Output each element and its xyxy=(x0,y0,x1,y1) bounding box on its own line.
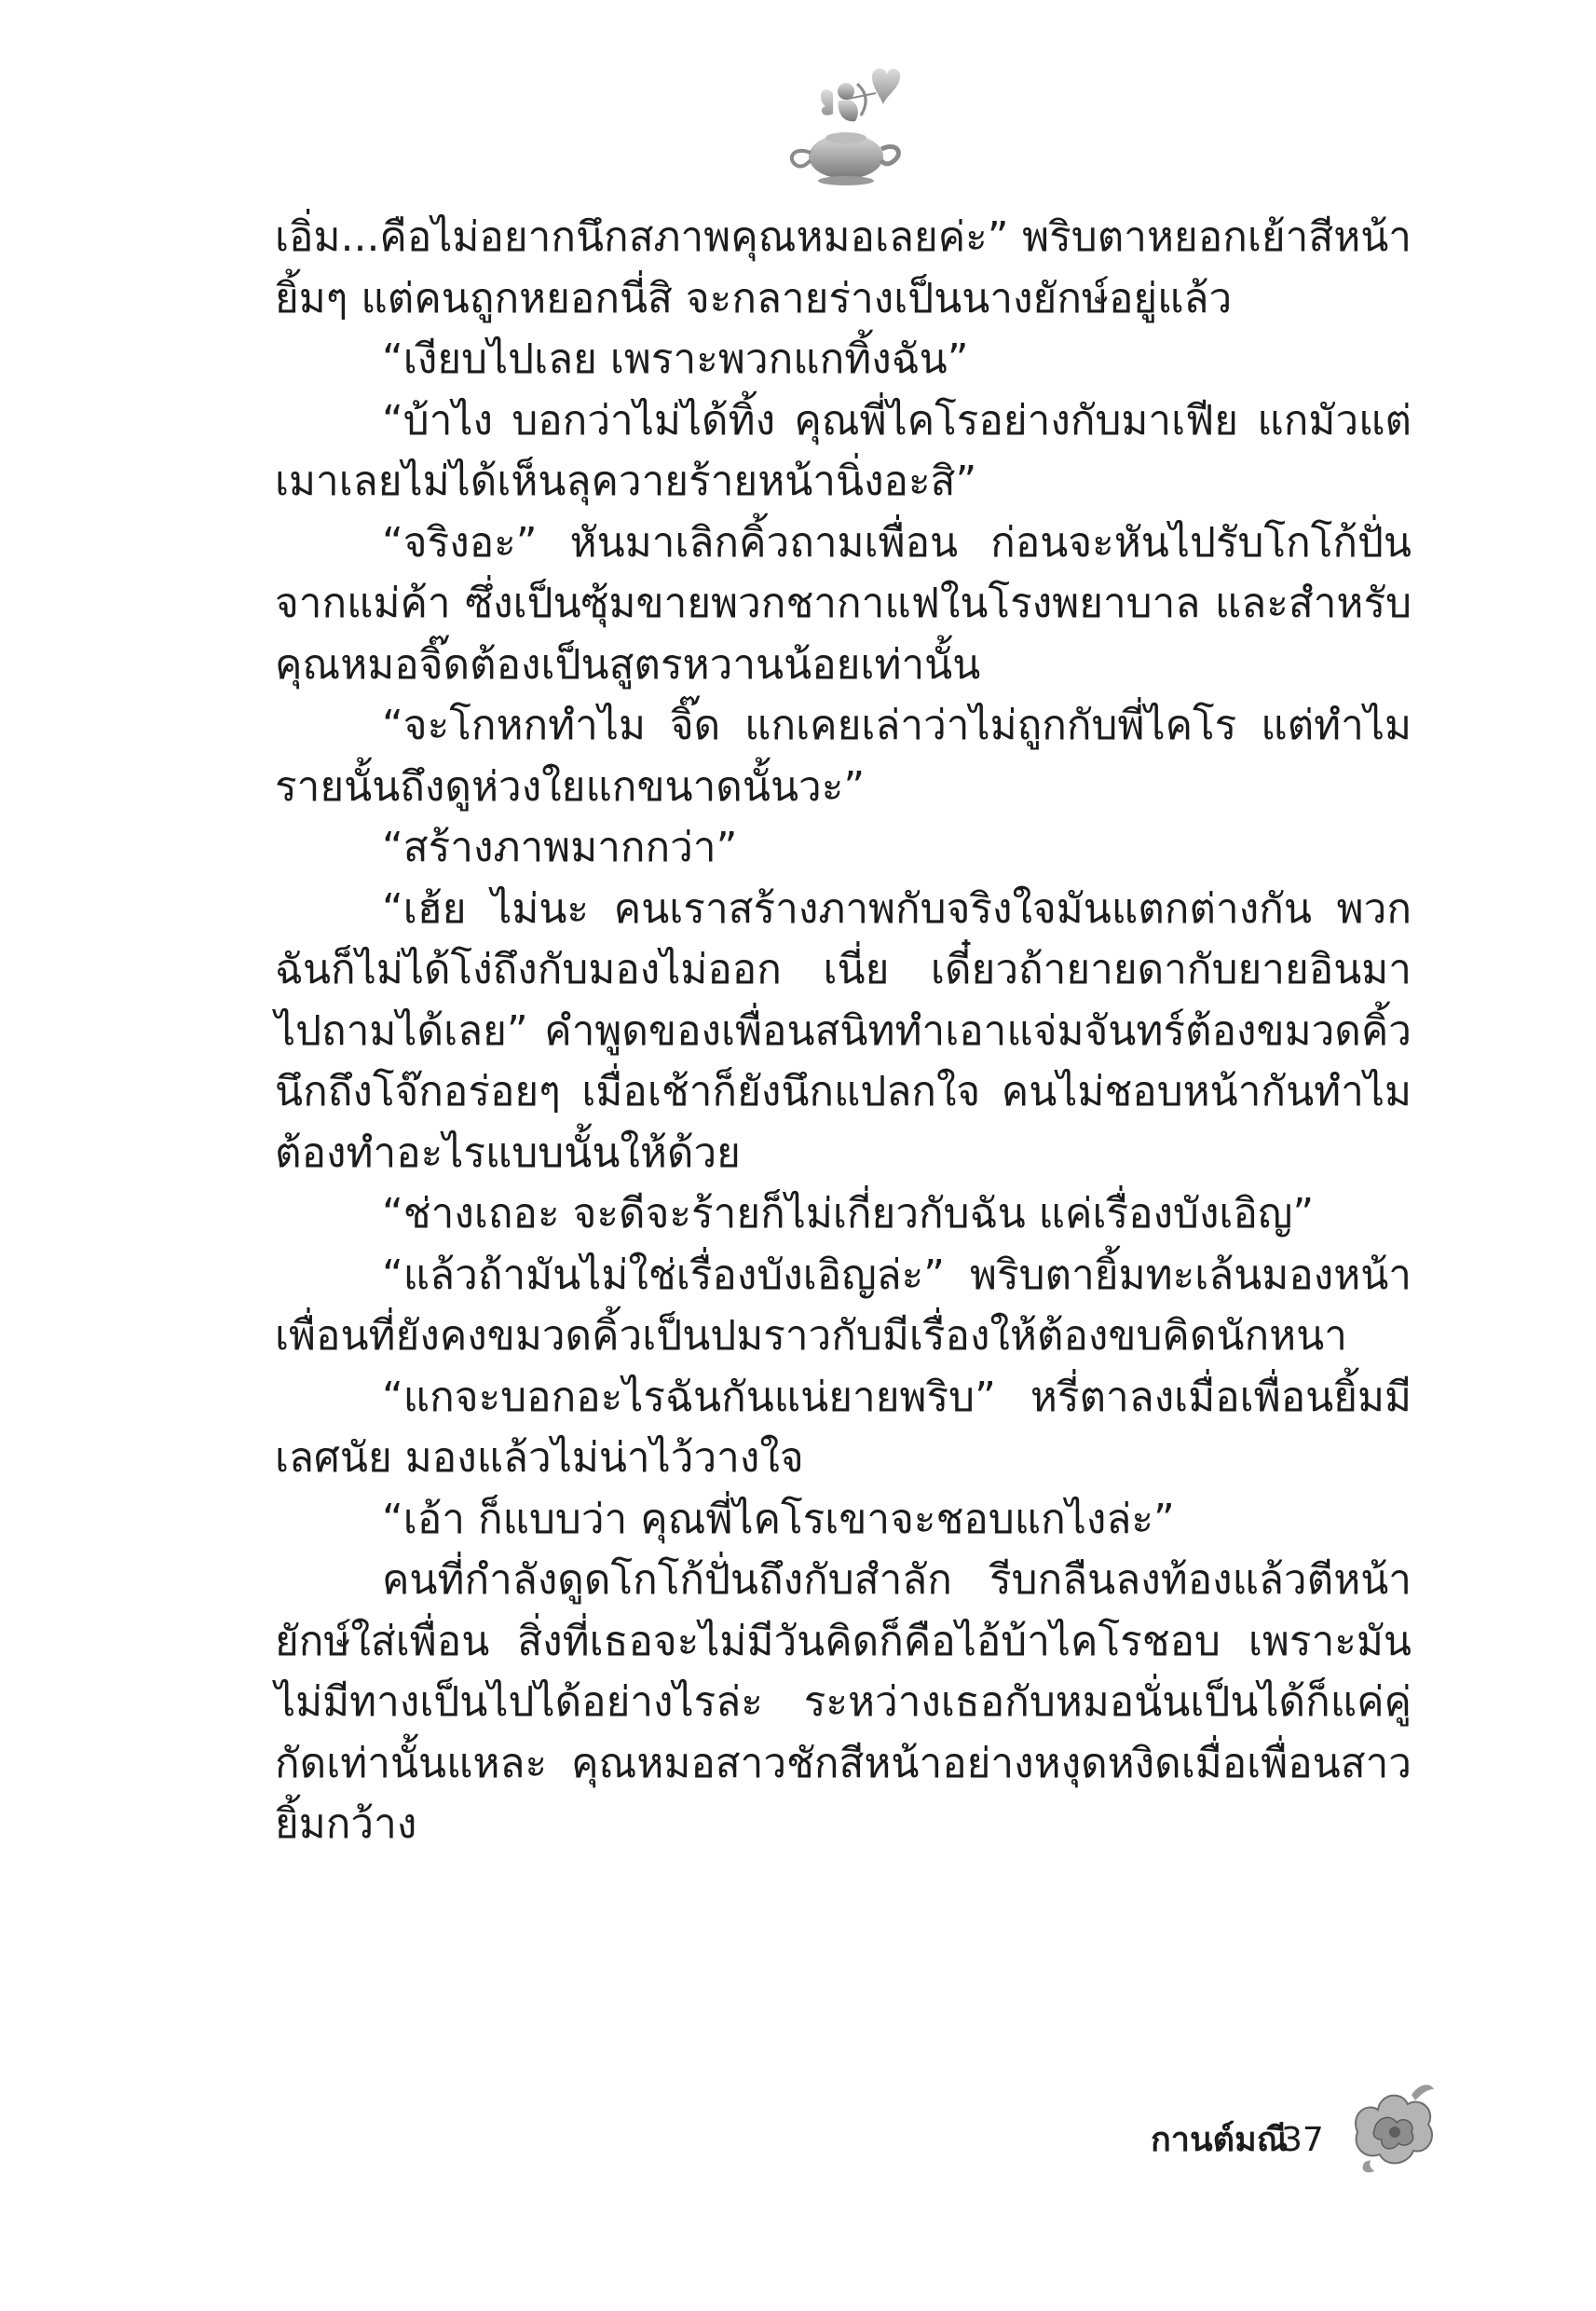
cupid-teapot-ornament-icon xyxy=(779,56,909,196)
page-number: 37 xyxy=(1281,2121,1324,2159)
paragraph: “แกจะบอกอะไรฉันกันแน่ยายพริบ” หรี่ตาลงเมื่อเพื่อนยิ้มมีเลศนัย มองแล้วไม่น่าไว้วางใจ xyxy=(275,1373,1412,1482)
paragraph: คนที่กำลังดูดโกโก้ปั่นถึงกับสำลัก รีบกลืนลงท้องแล้วตีหน้ายักษ์ใส่เพื่อน สิ่งที่เธอจะไม่มีวันคิดก็คือไอ้บ้าไคโรชอบ เพราะมันไม่มีทางเป็นไปได้อย่างไรล่ะ ระหว่างเธอกับหมอนั่นเป็นได้ก็แค่คู่กัดเท่านั้นแหละ คุณหมอสาวชักสีหน้าอย่างหงุดหงิดเมื่อเพื่อนสาวยิ้มกว้าง xyxy=(275,1556,1412,1848)
paragraph: “แล้วถ้ามันไม่ใช่เรื่องบังเอิญล่ะ” พริบตายิ้มทะเล้นมองหน้าเพื่อนที่ยังคงขมวดคิ้วเป็นปมราวกับมีเรื่องให้ต้องขบคิดนักหนา xyxy=(275,1251,1412,1360)
paragraph: เอิ่ม...คือไม่อยากนึกสภาพคุณหมอเลยค่ะ” พริบตาหยอกเย้าสีหน้ายิ้มๆ แต่คนถูกหยอกนี่สิ จะกลายร่างเป็นนางยักษ์อยู่แล้ว xyxy=(275,213,1412,322)
paragraph: “บ้าไง บอกว่าไม่ได้ทิ้ง คุณพี่ไคโรอย่างกับมาเฟีย แกมัวแต่เมาเลยไม่ได้เห็นลุควายร้ายหน้านิ่งอะสิ” xyxy=(275,396,1412,505)
paragraph: “จะโกหกทำไม จิ๊ด แกเคยเล่าว่าไม่ถูกกับพี่ไคโร แต่ทำไมรายนั้นถึงดูห่วงใยแกขนาดนั้นวะ” xyxy=(275,702,1412,811)
paragraph: “เงียบไปเลย เพราะพวกแกทิ้งฉัน” xyxy=(382,335,969,383)
paragraph: “เฮ้ย ไม่นะ คนเราสร้างภาพกับจริงใจมันแตกต่างกัน พวกฉันก็ไม่ได้โง่ถึงกับมองไม่ออก เนี่ย เดี๋ยวถ้ายายดากับยายอินมา ไปถามได้เลย” คำพูดของเพื่อนสนิททำเอาแจ่มจันทร์ต้องขมวดคิ้ว นึกถึงโจ๊กอร่อยๆ เมื่อเช้าก็ยังนึกแปลกใจ คนไม่ชอบหน้ากันทำไมต้องทำอะไรแบบนั้นให้ด้วย xyxy=(275,884,1412,1177)
paragraph: “ช่างเถอะ จะดีจะร้ายก็ไม่เกี่ยวกับฉัน แค่เรื่องบังเอิญ” xyxy=(382,1190,1315,1238)
text-body xyxy=(275,207,1412,1855)
paragraph: “จริงอะ” หันมาเลิกคิ้วถามเพื่อน ก่อนจะหันไปรับโกโก้ปั่นจากแม่ค้า ซึ่งเป็นซุ้มขายพวกชากาแฟในโรงพยาบาล และสำหรับคุณหมอจิ๊ดต้องเป็นสูตรหวานน้อยเท่านั้น xyxy=(275,518,1412,689)
paragraph: “เอ้า ก็แบบว่า คุณพี่ไคโรเขาจะชอบแกไงล่ะ” xyxy=(382,1495,1175,1543)
book-title: กานต์มณี xyxy=(1151,2121,1289,2159)
paragraph: “สร้างภาพมากกว่า” xyxy=(382,824,738,871)
rose-flower-icon xyxy=(1346,2076,1439,2179)
